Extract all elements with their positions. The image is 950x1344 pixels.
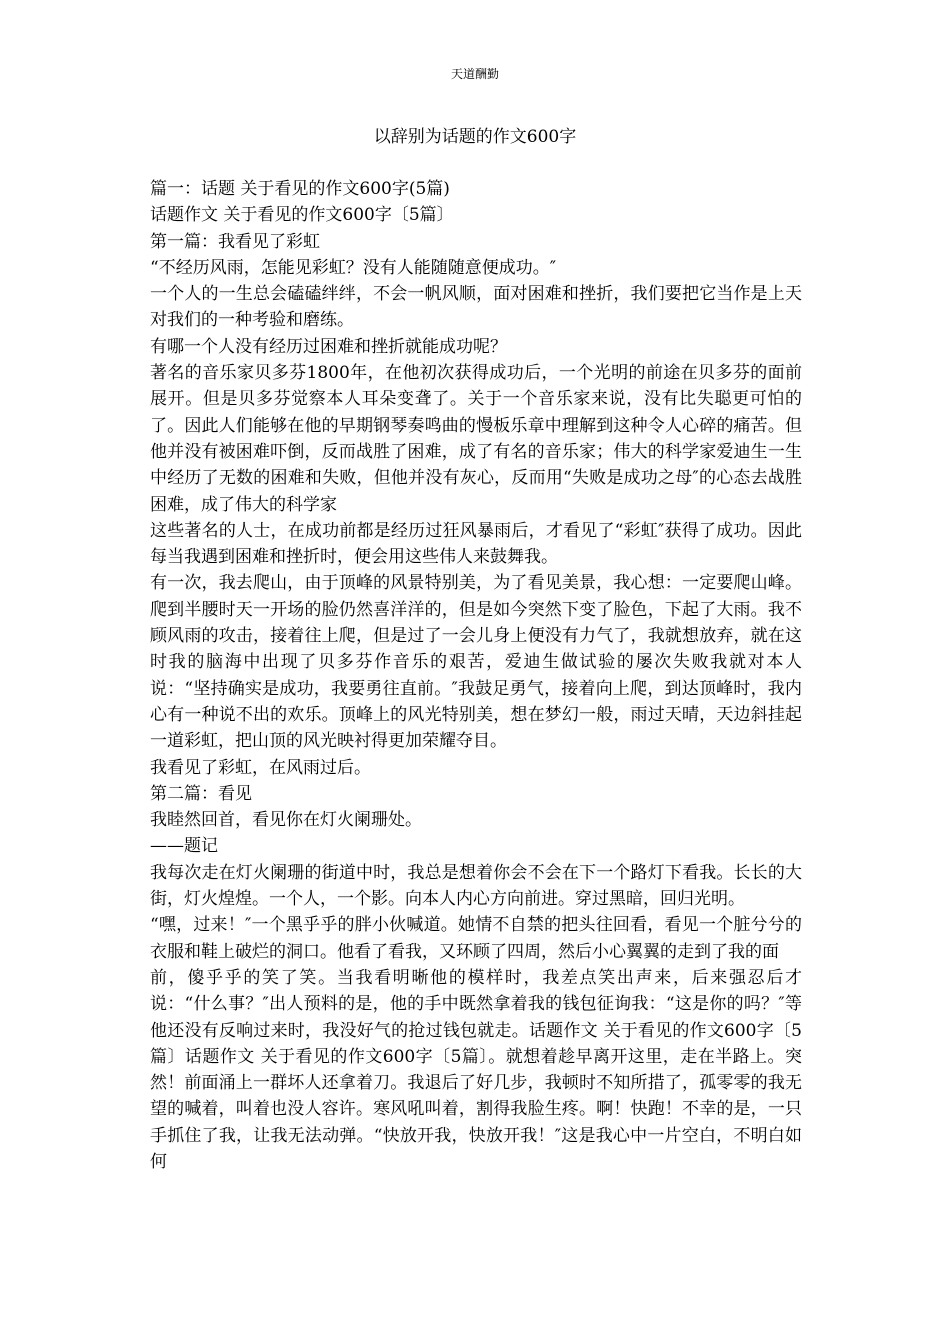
document-body — [150, 176, 802, 1175]
paragraph: 著名的音乐家贝多芬1800年，在他初次获得成功后，一个光明的前途在贝多芬的面前展开。但是贝多芬觉察本人耳朵变聋了。关于一个音乐家来说，没有比失聪更可怕的了。因此人们能够在他的早期钢琴奏鸣曲的慢板乐章中理解到这种令人心碎的痛苦。但他并没有被困难吓倒，反而战胜了困难，成了有名的音乐家；伟大的科学家爱迪生一生中经历了无数的困难和失败，但他并没有灰心，反而用“失败是成功之母″的心态去战胜困难，成了伟大的科学家 — [150, 363, 802, 515]
paragraph: ——题记 — [150, 836, 218, 857]
document-title: 以辞别为话题的作文600字 — [373, 127, 577, 147]
paragraph: 这些著名的人士，在成功前都是经历过狂风暴雨后，才看见了“彩虹″获得了成功。因此每当我遇到困难和挫折时，便会用这些伟人来鼓舞我。 — [150, 520, 802, 568]
paragraph: 前，傻乎乎的笑了笑。当我看明晰他的模样时，我差点笑出声来，后来强忍后才说：“什么事？″出人预料的是，他的手中既然拿着我的钱包征询我：“这是你的吗？″等他还没有反响过来时，我没好气的抢过钱包就走。话题作文 关于看见的作文600字〔5篇〕话题作文 关于看见的作文600字〔5篇〕。就想着趁早离开这里，走在半路上。突然！前面涌上一群坏人还拿着刀。我退后了好几步，我顿时不知所措了，孤零零的我无望的喊着，叫着也没人容许。寒风吼叫着，割得我脸生疼。啊！快跑！不幸的是，一只手抓住了我，让我无法动弹。“快放开我，快放开我！″这是我心中一片空白，不明白如何 — [150, 967, 802, 1172]
page-header: 天道酬勤 — [450, 67, 499, 81]
paragraph: 话题作文 关于看见的作文600字〔5篇〕 — [150, 205, 454, 226]
paragraph: 我看见了彩虹，在风雨过后。 — [150, 757, 371, 778]
paragraph: 篇一：话题 关于看见的作文600字(5篇) — [150, 179, 450, 199]
section-heading: 第一篇：我看见了彩虹 — [150, 231, 320, 252]
paragraph: 一个人的一生总会磕磕绊绊，不会一帆风顺，面对困难和挫折，我们要把它当作是上天对我们的一种考验和磨练。 — [150, 284, 802, 331]
paragraph: 我睦然回首，看见你在灯火阑珊处。 — [150, 810, 422, 831]
paragraph: “不经历风雨，怎能见彩虹？没有人能随随意便成功。″ — [150, 257, 557, 278]
paragraph: 我每次走在灯火阑珊的街道中时，我总是想着你会不会在下一个路灯下看我。长长的大街，灯火煌煌。一个人，一个影。向本人内心方向前进。穿过黑暗，回归光明。 — [150, 862, 802, 910]
paragraph: 有一次，我去爬山，由于顶峰的风景特别美，为了看见美景，我心想：一定要爬山峰。爬到半腰时天一开场的脸仍然喜洋洋的，但是如今突然下变了脸色，下起了大雨。我不顾风雨的攻击，接着往上爬，但是过了一会儿身上便没有力气了，我就想放弃，就在这时我的脑海中出现了贝多芬作音乐的艰苦，爱迪生做试验的屡次失败我就对本人说：“坚持确实是成功，我要勇往直前。″我鼓足勇气，接着向上爬，到达顶峰时，我内心有一种说不出的欢乐。顶峰上的风光特别美，想在梦幻一般，雨过天晴，天边斜挂起一道彩虹，把山顶的风光映衬得更加荣耀夺目。 — [150, 573, 802, 752]
section-heading: 第二篇：看见 — [150, 783, 252, 804]
paragraph: “嘿，过来！″一个黑乎乎的胖小伙喊道。她情不自禁的把头往回看，看见一个脏兮兮的衣服和鞋上破烂的洞口。他看了看我，又环顾了四周，然后小心翼翼的走到了我的面 — [150, 915, 802, 962]
paragraph: 有哪一个人没有经历过困难和挫折就能成功呢？ — [150, 336, 507, 357]
